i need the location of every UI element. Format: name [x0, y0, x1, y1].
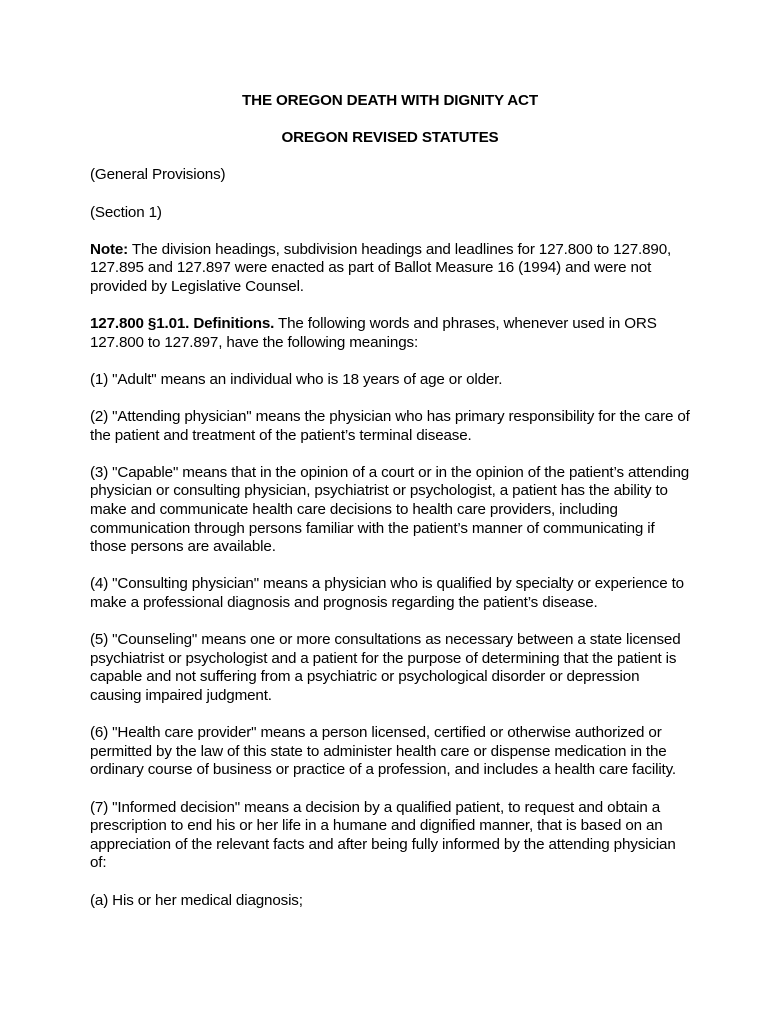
- general-provisions-label: (General Provisions): [90, 166, 226, 184]
- section-label: (Section 1): [90, 203, 162, 221]
- document-subtitle: OREGON REVISED STATUTES: [281, 129, 499, 147]
- definition-adult: (1) "Adult" means an individual who is 18 years of age or older.: [90, 370, 503, 388]
- note-text: The division headings, subdivision headings and leadlines for 127.800 to 127.890, 127.895 and 127.897 were enacted as part of Ballot Measure 16 (1994) and were not provided by Legislative Counsel.: [90, 240, 672, 295]
- definition-health-care-provider: (6) "Health care provider" means a person licensed, certified or otherwise authorized or permitted by the law of this state to administer health care or dispense medication in the ordinary course of business or practice of a profession, and includes a health care facility.: [90, 724, 676, 779]
- definition-attending-physician: (2) "Attending physician" means the physician who has primary responsibility for the care of the patient and treatment of the patient’s terminal disease.: [90, 408, 690, 444]
- definitions-heading: 127.800 §1.01. Definitions.: [90, 315, 275, 333]
- note-paragraph: [90, 241, 690, 297]
- definition-consulting-physician: (4) "Consulting physician" means a physician who is qualified by specialty or experience to make a professional diagnosis and prognosis regarding the patient’s disease.: [90, 575, 684, 612]
- definitions-paragraph: [90, 315, 690, 352]
- definition-subitem-a: (a) His or her medical diagnosis;: [90, 891, 303, 909]
- document-page: [90, 92, 690, 929]
- definition-counseling: (5) "Counseling" means one or more consultations as necessary between a state licensed psychiatrist or psychologist and a patient for the purpose of determining that the patient is capable and not suffering from a psychiatric or psychological disorder or depression causing impaired judgment.: [90, 631, 681, 704]
- document-title: THE OREGON DEATH WITH DIGNITY ACT: [242, 92, 538, 109]
- definitions-intro: The following words and phrases, whenever used in ORS 127.800 to 127.897, have the following meanings:: [90, 315, 657, 351]
- definition-capable: (3) "Capable" means that in the opinion of a court or in the opinion of the patient’s attending physician or consulting physician, psychiatrist or psychologist, a patient has the ability to make and communicate health care decisions to health care providers, including communication through persons familiar with the patient’s manner of communicating if those persons are available.: [90, 463, 690, 556]
- note-label: Note:: [90, 240, 129, 258]
- definition-informed-decision: (7) "Informed decision" means a decision by a qualified patient, to request and obtain a prescription to end his or her life in a humane and dignified manner, that is based on an appreciation of the relevant facts and after being fully informed by the attending physician of:: [90, 798, 676, 872]
